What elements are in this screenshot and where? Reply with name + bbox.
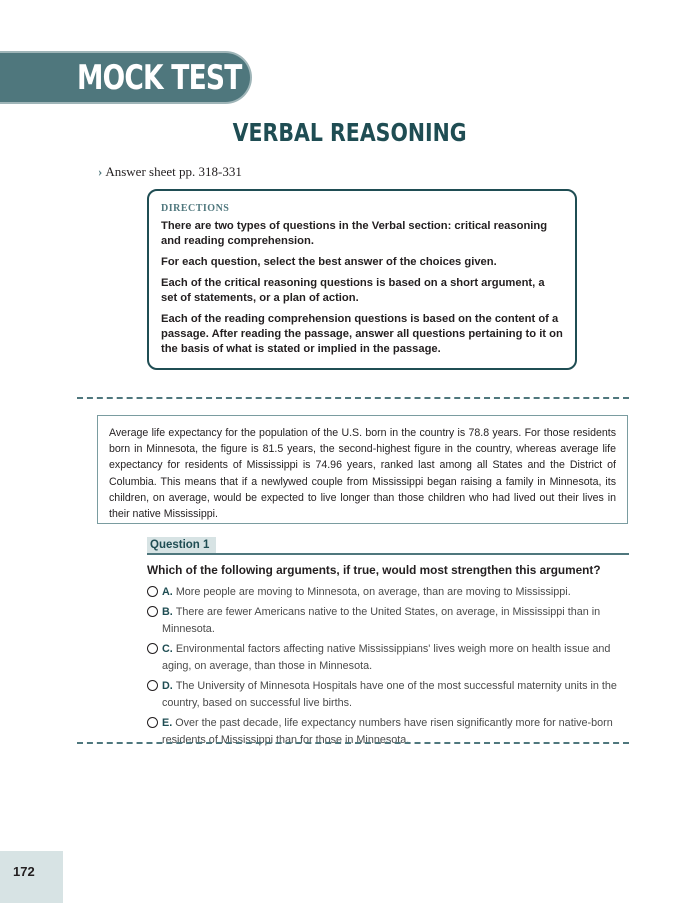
option-letter: E.	[162, 717, 173, 729]
section-title-text: VERBAL REASONING	[233, 118, 467, 147]
answer-option-d[interactable]	[147, 678, 637, 712]
option-text	[162, 678, 637, 712]
option-body: Over the past decade, life expectancy numbers have risen significantly more for native-born residents of Mississippi than for those in Minnesota.	[162, 717, 613, 746]
banner-title: MOCK TEST 1	[77, 58, 268, 98]
radio-button-icon[interactable]	[147, 717, 158, 728]
directions-paragraph: Each of the critical reasoning questions is based on a short argument, a set of statements, or a plan of action.	[161, 277, 545, 304]
radio-button-icon[interactable]	[147, 643, 158, 654]
dashed-divider-top	[77, 397, 629, 399]
directions-paragraph: Each of the reading comprehension questions is based on the content of a passage. After reading the passage, answer all questions pertaining to it on the basis of what is stated or implied in the passage.	[161, 313, 563, 355]
directions-paragraph: There are two types of questions in the Verbal section: critical reasoning and reading comprehension.	[161, 220, 548, 247]
answer-sheet-reference	[98, 164, 242, 180]
option-text	[162, 604, 637, 638]
option-text	[162, 641, 637, 675]
directions-box	[147, 189, 577, 370]
passage-text: Average life expectancy for the population of the U.S. born in the country is 78.8 years. For those residents born in Minnesota, the figure is 81.5 years, the second-highest figure in the country, whereas average life expectancy for residents of Mississippi is 74.96 years, ranked last among all States and the District of Columbia. This means that if a newlywed couple from Mississippi began raising a family in Minnesota, its children, on average, would be expected to live longer than those children who had lived out their lives in their native Mississippi.	[109, 427, 616, 521]
option-body: More people are moving to Minnesota, on average, than are moving to Mississippi.	[175, 586, 571, 598]
radio-button-icon[interactable]	[147, 586, 158, 597]
option-letter: D.	[162, 680, 173, 692]
question-label-rule	[147, 537, 629, 555]
option-body: The University of Minnesota Hospitals have one of the most successful maternity units in the country, based on successful live births.	[162, 680, 617, 709]
question-stem: Which of the following arguments, if true, would most strengthen this argument?	[147, 563, 601, 577]
radio-button-icon[interactable]	[147, 606, 158, 617]
option-letter: B.	[162, 606, 173, 618]
page-number: 172	[13, 864, 35, 879]
directions-paragraph: For each question, select the best answer of the choices given.	[161, 256, 497, 268]
option-body: Environmental factors affecting native Mississippians' lives weigh more on health issue and aging, on average, than those in Minnesota.	[162, 643, 611, 672]
chevron-right-icon: ›	[98, 164, 103, 179]
answer-option-b[interactable]	[147, 604, 637, 638]
answer-option-a[interactable]	[147, 584, 637, 601]
radio-button-icon[interactable]	[147, 680, 158, 691]
answer-options	[147, 584, 637, 752]
option-letter: C.	[162, 643, 173, 655]
answer-sheet-text: Answer sheet pp. 318-331	[105, 164, 242, 179]
option-body: There are fewer Americans native to the United States, on average, in Mississippi than in Minnesota.	[162, 606, 601, 635]
option-text	[162, 584, 571, 601]
option-letter: A.	[162, 586, 173, 598]
question-label: Question 1	[147, 537, 216, 553]
directions-heading: DIRECTIONS	[161, 203, 230, 214]
section-title	[0, 118, 700, 147]
dashed-divider-bottom	[77, 742, 629, 744]
answer-option-c[interactable]	[147, 641, 637, 675]
passage-box	[97, 415, 628, 524]
